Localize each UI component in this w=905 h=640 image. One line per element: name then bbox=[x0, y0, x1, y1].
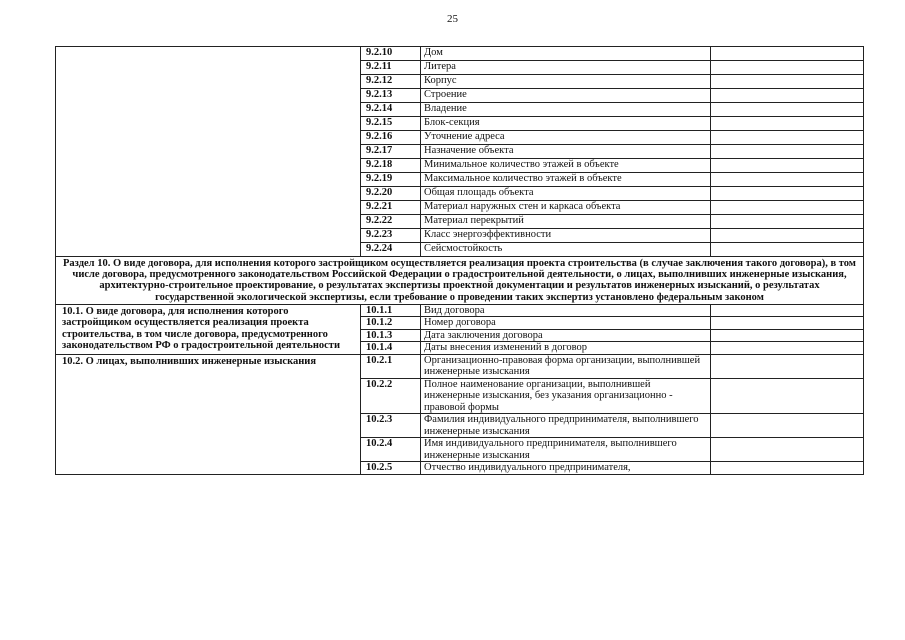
row-number: 9.2.21 bbox=[361, 201, 421, 215]
row-label: Номер договора bbox=[421, 317, 711, 330]
value-cell bbox=[711, 145, 864, 159]
row-number: 10.1.4 bbox=[361, 342, 421, 355]
row-number: 10.2.3 bbox=[361, 414, 421, 438]
table-row bbox=[56, 47, 864, 61]
row-number: 9.2.10 bbox=[361, 47, 421, 61]
value-cell bbox=[711, 378, 864, 414]
row-number: 9.2.14 bbox=[361, 103, 421, 117]
page-number: 25 bbox=[447, 13, 458, 25]
row-label: Максимальное количество этажей в объекте bbox=[421, 173, 711, 187]
value-cell bbox=[711, 173, 864, 187]
table-row bbox=[56, 304, 864, 317]
value-cell bbox=[711, 243, 864, 257]
value-cell bbox=[711, 187, 864, 201]
value-cell bbox=[711, 215, 864, 229]
row-label: Общая площадь объекта bbox=[421, 187, 711, 201]
row-number: 9.2.22 bbox=[361, 215, 421, 229]
value-cell bbox=[711, 342, 864, 355]
row-label: Имя индивидуального предпринимателя, выполнившего инженерные изыскания bbox=[421, 438, 711, 462]
row-number: 9.2.11 bbox=[361, 61, 421, 75]
row-label: Дата заключения договора bbox=[421, 329, 711, 342]
row-label: Полное наименование организации, выполнившей инженерные изыскания, без указания организационно - правовой формы bbox=[421, 378, 711, 414]
row-number: 9.2.18 bbox=[361, 159, 421, 173]
value-cell bbox=[711, 414, 864, 438]
value-cell bbox=[711, 117, 864, 131]
value-cell bbox=[711, 354, 864, 378]
value-cell bbox=[711, 304, 864, 317]
group-10-1-title: 10.1. О виде договора, для исполнения которого застройщиком осуществляется реализация проекта строительства, в том числе договора, предусмотренного законодательством РФ о градостроительной деятельности bbox=[56, 304, 361, 354]
row-label: Фамилия индивидуального предпринимателя, выполнившего инженерные изыскания bbox=[421, 414, 711, 438]
value-cell bbox=[711, 47, 864, 61]
row-number: 10.2.1 bbox=[361, 354, 421, 378]
row-label: Минимальное количество этажей в объекте bbox=[421, 159, 711, 173]
row-label: Строение bbox=[421, 89, 711, 103]
row-number: 9.2.20 bbox=[361, 187, 421, 201]
row-label: Блок-секция bbox=[421, 117, 711, 131]
row-number: 9.2.19 bbox=[361, 173, 421, 187]
row-label: Материал перекрытий bbox=[421, 215, 711, 229]
disclosure-table bbox=[55, 46, 864, 475]
row-label: Даты внесения изменений в договор bbox=[421, 342, 711, 355]
row-number: 9.2.24 bbox=[361, 243, 421, 257]
value-cell bbox=[711, 201, 864, 215]
value-cell bbox=[711, 61, 864, 75]
row-label: Литера bbox=[421, 61, 711, 75]
row-number: 9.2.13 bbox=[361, 89, 421, 103]
row-number: 10.2.5 bbox=[361, 462, 421, 475]
row-number: 9.2.23 bbox=[361, 229, 421, 243]
row-number: 9.2.15 bbox=[361, 117, 421, 131]
row-number: 10.2.2 bbox=[361, 378, 421, 414]
row-label: Вид договора bbox=[421, 304, 711, 317]
row-number: 9.2.17 bbox=[361, 145, 421, 159]
row-number: 9.2.12 bbox=[361, 75, 421, 89]
section10-heading: Раздел 10. О виде договора, для исполнения которого застройщиком осуществляется реализация проекта строительства (в случае заключения такого договора), в том числе договора, предусмотренного законодательством Российской Федерации о градостроительной деятельности, о лицах, выполнивших инженерные изыскания, архитектурно-строительное проектирование, о результатах экспертизы проектной документации и результатов инженерных изысканий, о результатах государственной экологической экспертизы, если требование о проведении таких экспертиз установлено федеральным законом bbox=[56, 257, 864, 305]
row-label: Дом bbox=[421, 47, 711, 61]
value-cell bbox=[711, 89, 864, 103]
row-label: Назначение объекта bbox=[421, 145, 711, 159]
row-label: Отчество индивидуального предпринимателя, bbox=[421, 462, 711, 475]
row-label: Материал наружных стен и каркаса объекта bbox=[421, 201, 711, 215]
value-cell bbox=[711, 329, 864, 342]
row-label: Корпус bbox=[421, 75, 711, 89]
row-number: 10.2.4 bbox=[361, 438, 421, 462]
value-cell bbox=[711, 159, 864, 173]
value-cell bbox=[711, 317, 864, 330]
value-cell bbox=[711, 462, 864, 475]
row-label: Класс энергоэффективности bbox=[421, 229, 711, 243]
value-cell bbox=[711, 438, 864, 462]
value-cell bbox=[711, 229, 864, 243]
row-label: Организационно-правовая форма организации, выполнившей инженерные изыскания bbox=[421, 354, 711, 378]
row-label: Уточнение адреса bbox=[421, 131, 711, 145]
value-cell bbox=[711, 131, 864, 145]
row-label: Владение bbox=[421, 103, 711, 117]
table-row bbox=[56, 354, 864, 378]
row-number: 10.1.1 bbox=[361, 304, 421, 317]
group-10-2-title: 10.2. О лицах, выполнивших инженерные изыскания bbox=[56, 354, 361, 474]
section-heading-row bbox=[56, 257, 864, 305]
row-number: 10.1.3 bbox=[361, 329, 421, 342]
value-cell bbox=[711, 103, 864, 117]
row-label: Сейсмостойкость bbox=[421, 243, 711, 257]
value-cell bbox=[711, 75, 864, 89]
row-number: 9.2.16 bbox=[361, 131, 421, 145]
row-number: 10.1.2 bbox=[361, 317, 421, 330]
section9-left-cell bbox=[56, 47, 361, 257]
